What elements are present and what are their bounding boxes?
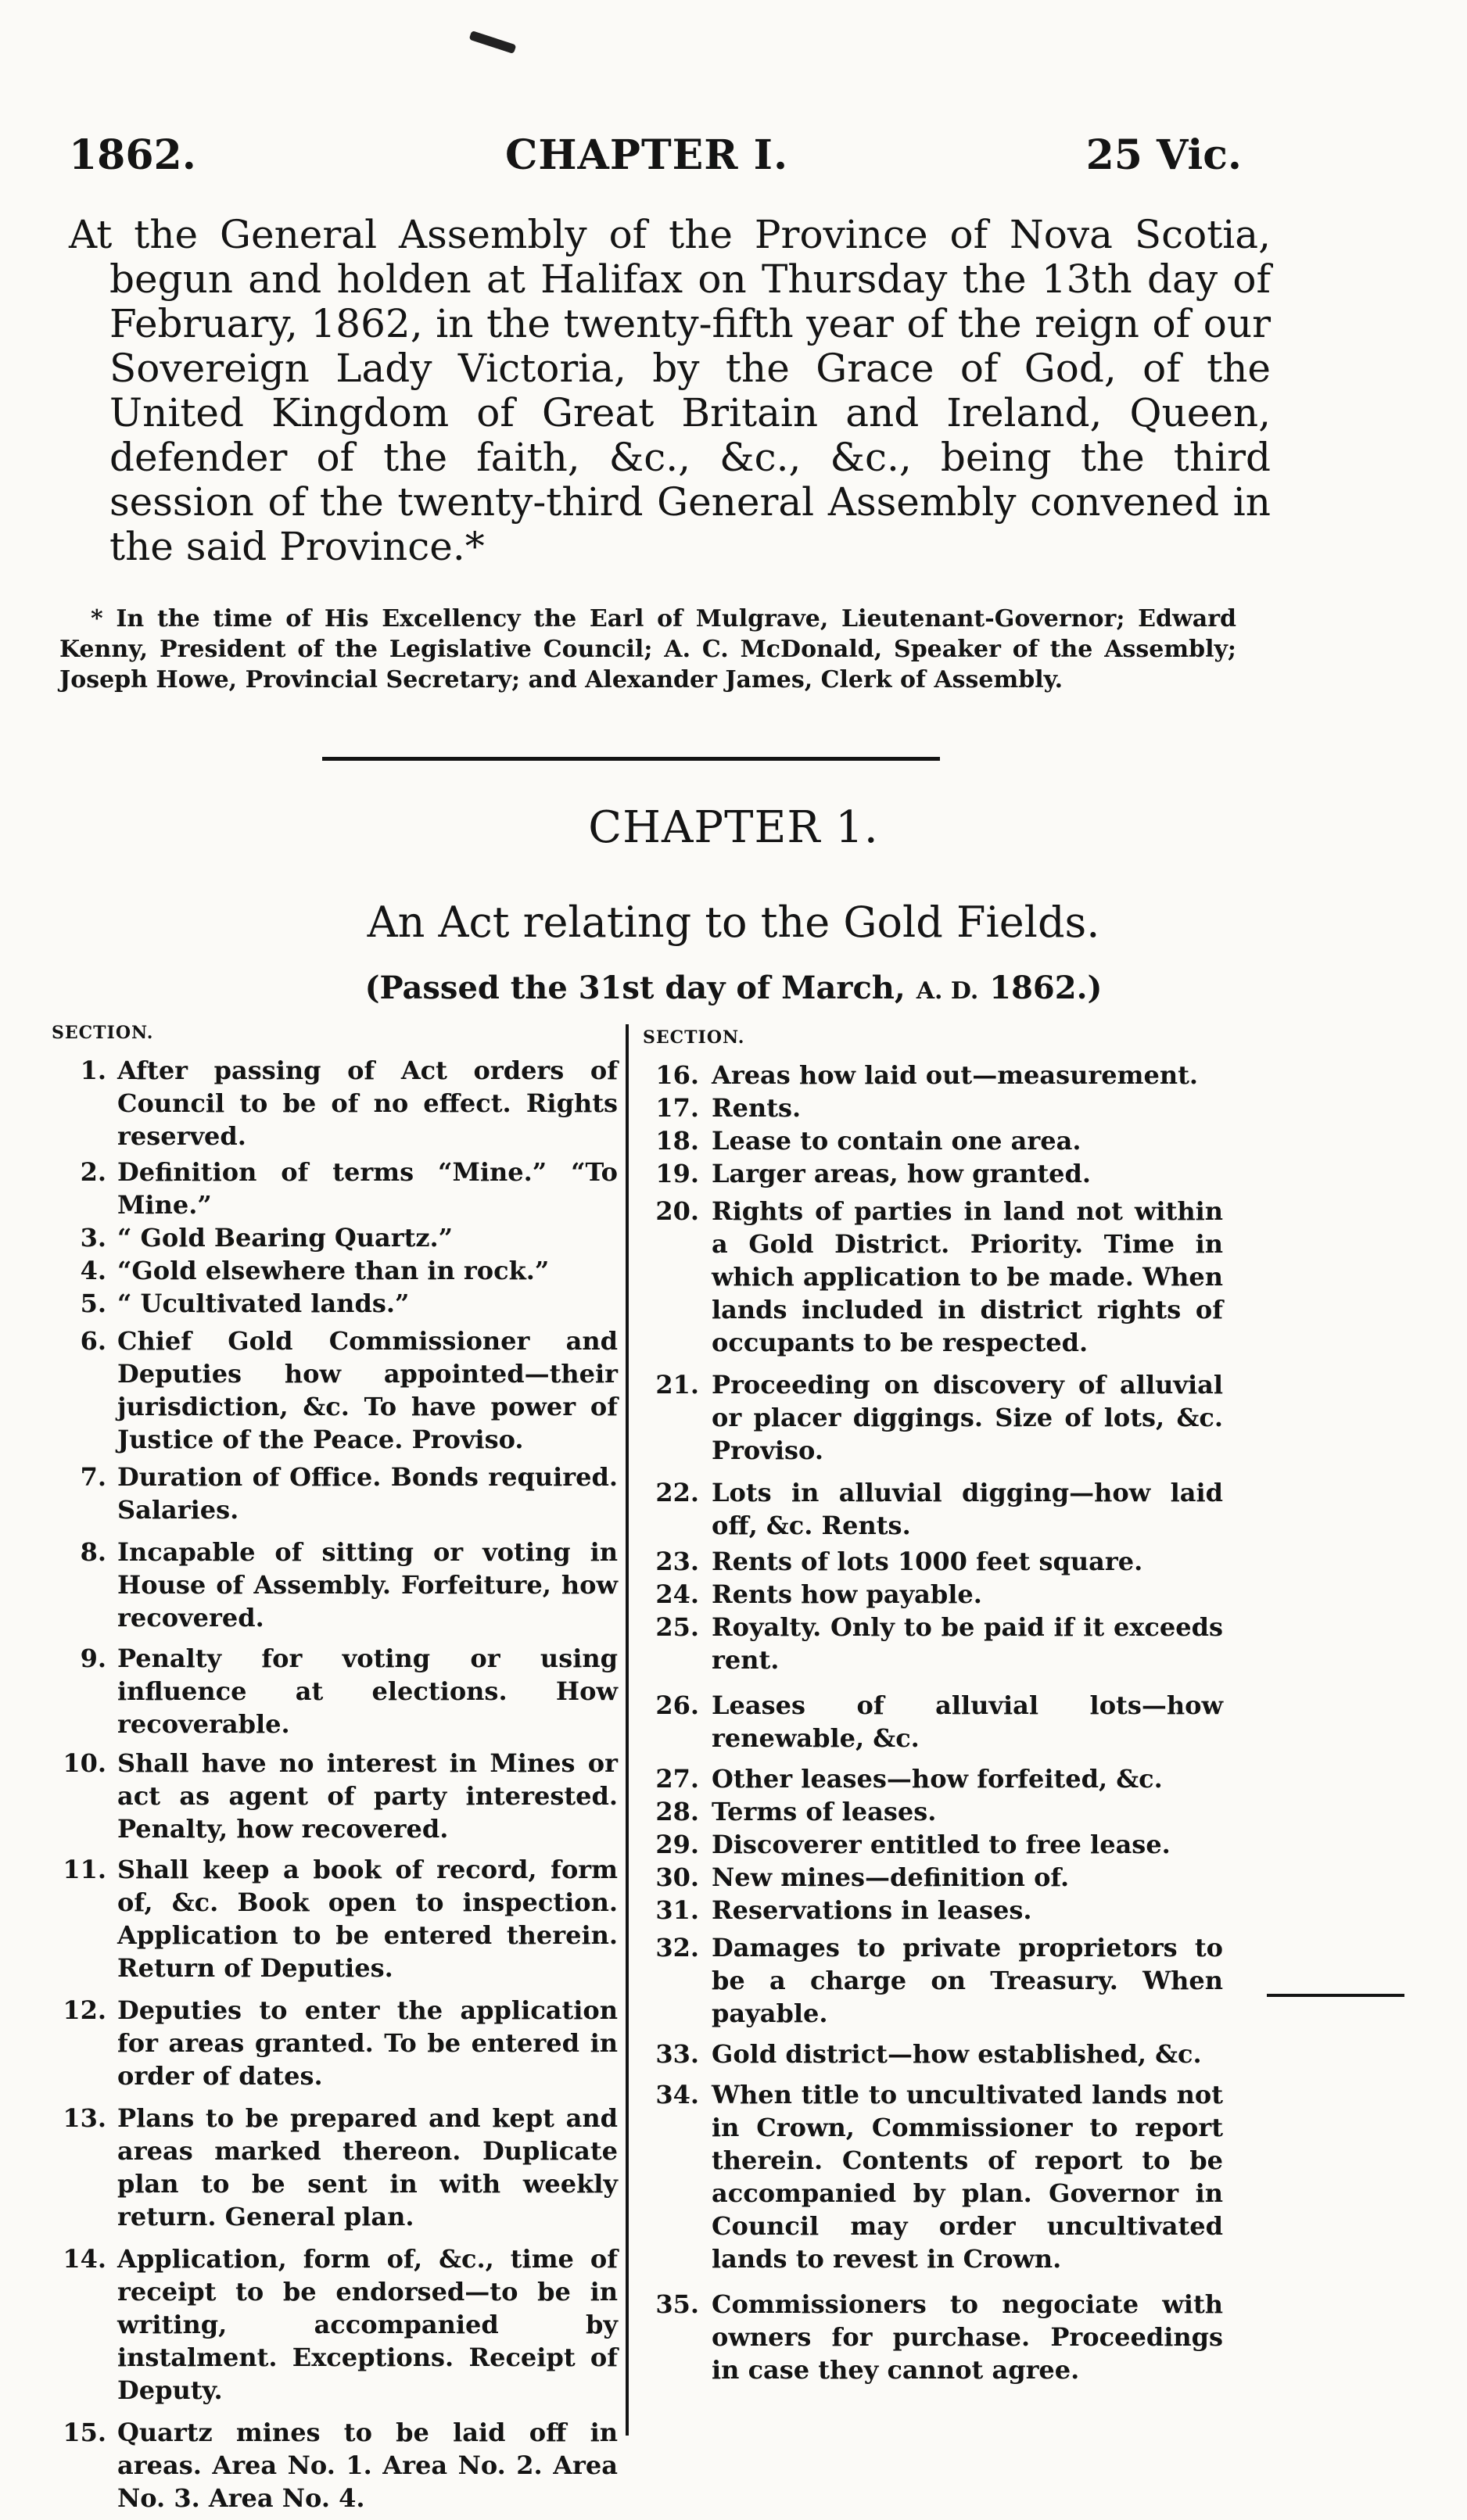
section-entry xyxy=(52,2242,618,2407)
section-number: 9. xyxy=(80,1644,106,1673)
section-number: 30. xyxy=(655,1862,699,1892)
section-summary: Royalty. Only to be paid if it exceeds rent. xyxy=(712,1612,1223,1675)
section-summary: Shall have no interest in Mines or act as agent of party interested. Penalty, how recovered. xyxy=(117,1748,618,1844)
section-number: 31. xyxy=(655,1895,699,1925)
section-number: 4. xyxy=(80,1256,106,1285)
section-entry xyxy=(643,1157,1223,1190)
section-number: 29. xyxy=(655,1830,699,1859)
section-number: 28. xyxy=(655,1797,699,1826)
margin-rule xyxy=(1267,1994,1404,1997)
section-summary: Penalty for voting or using influence at elections. How recoverable. xyxy=(117,1644,618,1739)
section-number: 33. xyxy=(655,2039,699,2069)
section-summary: “ Ucultivated lands.” xyxy=(117,1289,410,1318)
section-number: 32. xyxy=(655,1933,699,1963)
section-entry xyxy=(643,1124,1223,1157)
section-summary: Rights of parties in land not within a Gold District. Priority. Time in which application to be made. When lands included in district rights of occupants to be respected. xyxy=(712,1196,1223,1357)
section-column-header: SECTION. xyxy=(52,1023,154,1043)
section-entry xyxy=(52,1287,618,1320)
section-summary: Proceeding on discovery of alluvial or placer diggings. Size of lots, &c. Proviso. xyxy=(712,1370,1223,1465)
section-number: 25. xyxy=(655,1612,699,1642)
ink-speck xyxy=(469,30,517,54)
section-entry xyxy=(643,1476,1223,1542)
section-entry xyxy=(643,1861,1223,1894)
section-summary: After passing of Act orders of Council to be of no effect. Rights reserved. xyxy=(117,1056,618,1151)
section-number: 22. xyxy=(655,1478,699,1507)
section-entry xyxy=(643,1689,1223,1755)
section-entry xyxy=(52,1994,618,2092)
section-entry xyxy=(643,1578,1223,1611)
section-summary: When title to uncultivated lands not in Crown, Commissioner to report therein. Contents of report to be accompanied by plan. Governor in Council may order uncultivated lands to revest in Crown. xyxy=(712,2080,1223,2274)
section-number: 5. xyxy=(80,1289,106,1318)
section-number: 1. xyxy=(80,1056,106,1085)
section-summary: Deputies to enter the application for areas granted. To be entered in order of dates. xyxy=(117,1995,618,2091)
section-number: 35. xyxy=(655,2289,699,2319)
section-number: 11. xyxy=(63,1855,106,1884)
section-entry xyxy=(643,1092,1223,1124)
passed-date-suffix: 1862.) xyxy=(978,970,1103,1006)
section-number: 16. xyxy=(655,1060,699,1090)
section-summary: Lease to contain one area. xyxy=(712,1126,1081,1156)
section-number: 12. xyxy=(63,1995,106,2025)
section-summary: Rents of lots 1000 feet square. xyxy=(712,1547,1143,1576)
section-summary: Commissioners to negociate with owners for purchase. Proceedings in case they cannot agree. xyxy=(712,2289,1223,2385)
section-summary: Terms of leases. xyxy=(712,1797,937,1826)
section-entry xyxy=(643,1368,1223,1467)
section-entry xyxy=(643,1059,1223,1092)
section-entry xyxy=(52,1853,618,1984)
section-entry xyxy=(643,1894,1223,1927)
section-summary: Shall keep a book of record, form of, &c. Book open to inspection. Application to be entered therein. Return of Deputies. xyxy=(117,1855,618,1983)
section-entry xyxy=(52,1536,618,1634)
running-head-year: 1862. xyxy=(69,131,196,179)
section-entry xyxy=(52,1325,618,1456)
section-entry xyxy=(52,1747,618,1845)
section-number: 23. xyxy=(655,1547,699,1576)
section-number: 20. xyxy=(655,1196,699,1226)
section-entry xyxy=(643,1545,1223,1578)
section-entry xyxy=(643,1195,1223,1359)
section-entry xyxy=(52,2102,618,2233)
section-summary: Definition of terms “Mine.” “To Mine.” xyxy=(117,1157,618,1220)
section-entry xyxy=(52,1461,618,1526)
act-title: An Act relating to the Gold Fields. xyxy=(367,898,1100,947)
section-entry xyxy=(643,1828,1223,1861)
section-entry xyxy=(52,1254,618,1287)
footnote: * In the time of His Excellency the Earl of Mulgrave, Lieutenant-Governor; Edward Kenny, President of the Legislative Council; A. C. McDonald, Speaker of the Assembly; Joseph Howe, Provincial Secretary; and Alexander James, Clerk of Assembly. xyxy=(59,605,1236,694)
column-divider xyxy=(626,1024,629,2436)
section-summary: Application, form of, &c., time of receipt to be endorsed—to be in writing, accompanied by instalment. Exceptions. Receipt of Deputy. xyxy=(117,2244,618,2405)
section-number: 24. xyxy=(655,1579,699,1609)
section-summary: “ Gold Bearing Quartz.” xyxy=(117,1223,454,1253)
chapter-title: CHAPTER 1. xyxy=(588,802,879,853)
section-summary: Reservations in leases. xyxy=(712,1895,1032,1925)
section-list-right xyxy=(643,1027,1223,2386)
section-entry xyxy=(643,2288,1223,2386)
running-head-chapter: CHAPTER I. xyxy=(505,131,789,179)
section-summary: Other leases—how forfeited, &c. xyxy=(712,1764,1163,1794)
section-entry xyxy=(643,1931,1223,2030)
section-number: 17. xyxy=(655,1093,699,1123)
section-entry xyxy=(643,1611,1223,1676)
running-head-regnal-year: 25 Vic. xyxy=(1085,131,1242,179)
section-number: 7. xyxy=(80,1462,106,1492)
section-entry xyxy=(643,1795,1223,1828)
section-summary: New mines—definition of. xyxy=(712,1862,1070,1892)
preamble: At the General Assembly of the Province of Nova Scotia, begun and holden at Halifax on Thursday the 13th day of February, 1862, in the twenty-fifth year of the reign of our Sovereign Lady Victoria, by the Grace of God, of the United Kingdom of Great Britain and Ireland, Queen, defender of the faith, &c., &c., &c., being the third session of the twenty-third General Assembly convened in the said Province.* xyxy=(69,212,1271,569)
divider-rule xyxy=(322,757,940,761)
section-summary: Gold district—how established, &c. xyxy=(712,2039,1202,2069)
section-number: 34. xyxy=(655,2080,699,2110)
section-number: 3. xyxy=(80,1223,106,1253)
section-entry xyxy=(52,1221,618,1254)
section-summary: Incapable of sitting or voting in House of Assembly. Forfeiture, how recovered. xyxy=(117,1537,618,1633)
passed-date-prefix: (Passed the 31st day of March, xyxy=(364,970,916,1006)
section-number: 10. xyxy=(63,1748,106,1778)
running-head xyxy=(69,131,1242,186)
section-summary: Areas how laid out—measurement. xyxy=(712,1060,1199,1090)
section-entry xyxy=(52,1642,618,1740)
section-summary: Rents how payable. xyxy=(712,1579,982,1609)
section-number: 21. xyxy=(655,1370,699,1400)
section-summary: Discoverer entitled to free lease. xyxy=(712,1830,1171,1859)
section-number: 6. xyxy=(80,1326,106,1356)
section-number: 13. xyxy=(63,2103,106,2133)
section-summary: Larger areas, how granted. xyxy=(712,1159,1091,1188)
section-entry xyxy=(52,1156,618,1221)
section-number: 15. xyxy=(63,2418,106,2447)
section-number: 8. xyxy=(80,1537,106,1567)
section-number: 2. xyxy=(80,1157,106,1187)
section-summary: Damages to private proprietors to be a charge on Treasury. When payable. xyxy=(712,1933,1223,2028)
section-summary: Quartz mines to be laid off in areas. Area No. 1. Area No. 2. Area No. 3. Area No. 4. xyxy=(117,2418,618,2513)
section-number: 14. xyxy=(63,2244,106,2274)
section-number: 19. xyxy=(655,1159,699,1188)
section-column-header: SECTION. xyxy=(643,1027,745,1048)
section-summary: Duration of Office. Bonds required. Salaries. xyxy=(117,1462,618,1525)
section-summary: “Gold elsewhere than in rock.” xyxy=(117,1256,550,1285)
section-number: 27. xyxy=(655,1764,699,1794)
section-number: 18. xyxy=(655,1126,699,1156)
section-list-left xyxy=(52,1023,618,2515)
section-summary: Lots in alluvial digging—how laid off, &c. Rents. xyxy=(712,1478,1223,1540)
section-summary: Chief Gold Commissioner and Deputies how appointed—their jurisdiction, &c. To have power of Justice of the Peace. Proviso. xyxy=(117,1326,618,1454)
section-entry xyxy=(643,2078,1223,2275)
section-summary: Leases of alluvial lots—how renewable, &c. xyxy=(712,1690,1223,1753)
section-summary: Rents. xyxy=(712,1093,802,1123)
section-entry xyxy=(52,1054,618,1152)
passed-date-era: A. D. xyxy=(916,977,979,1005)
section-entry xyxy=(643,1762,1223,1795)
section-entry xyxy=(643,2038,1223,2070)
section-summary: Plans to be prepared and kept and areas marked thereon. Duplicate plan to be sent in with weekly return. General plan. xyxy=(117,2103,618,2231)
section-number: 26. xyxy=(655,1690,699,1720)
section-entry xyxy=(52,2416,618,2515)
passed-date xyxy=(0,970,1467,1006)
